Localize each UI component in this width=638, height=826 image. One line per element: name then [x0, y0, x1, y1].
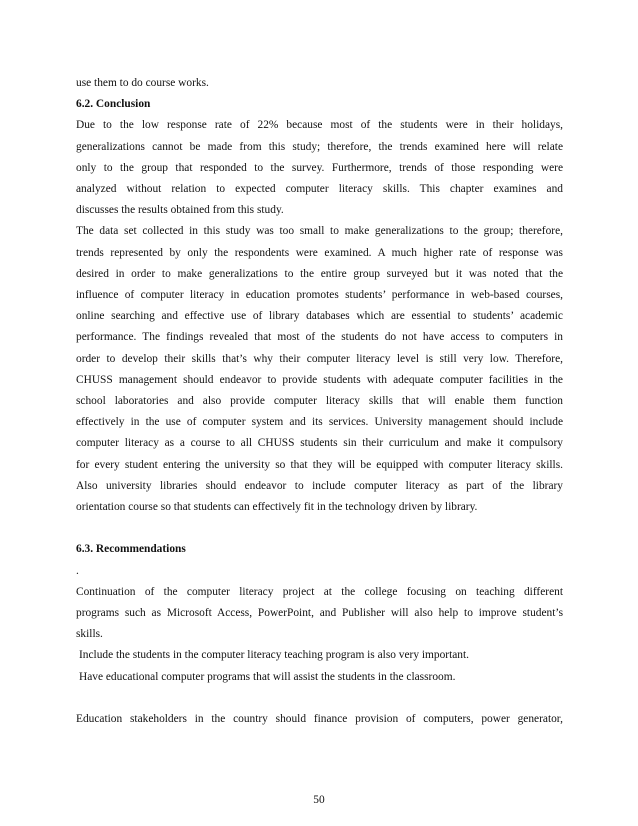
text-line: Have educational computer programs that will assist the students in the classroom. — [79, 670, 456, 683]
text-line: The data set collected in this study was too small to make generalizations to the group; therefore, — [76, 225, 563, 238]
text-line: only to the group that responded to the survey. Furthermore, trends of those responding were — [76, 161, 563, 174]
text-line: Also university libraries should endeavor to include computer literacy as part of the library — [76, 479, 563, 492]
text-line: order to develop their skills that’s why their computer literacy level is still very low. Therefore, — [76, 352, 563, 365]
text-line: use them to do course works. — [76, 77, 209, 89]
section-heading-recommendations: 6.3. Recommendations — [76, 543, 186, 556]
text-line: Due to the low response rate of 22% because most of the students were in their holidays, — [76, 119, 563, 132]
text-line: influence of computer literacy in education promotes students’ performance in web-based courses, — [76, 289, 563, 302]
text-line: Education stakeholders in the country should finance provision of computers, power generator, — [76, 713, 563, 726]
text-line: online searching and effective use of library databases which are essential to students’ academic — [76, 310, 563, 323]
text-line: Continuation of the computer literacy project at the college focusing on teaching different — [76, 585, 563, 598]
body-text — [76, 73, 563, 730]
paragraph-gap — [76, 688, 563, 709]
text-line: for every student entering the university so that they will be equipped with computer literacy skills. — [76, 458, 563, 471]
text-line: CHUSS management should endeavor to provide students with adequate computer facilities in the — [76, 373, 563, 386]
text-line: programs such as Microsoft Access, PowerPoint, and Publisher will also help to improve student’s — [76, 607, 563, 620]
text-line: . — [76, 564, 79, 577]
text-line: computer literacy as a course to all CHUSS students sin their curriculum and make it compulsory — [76, 437, 563, 450]
text-line: effectively in the use of computer system and its services. University management should include — [76, 416, 563, 429]
text-line: skills. — [76, 628, 103, 641]
text-line: school laboratories and also provide computer literacy skills that will enable them function — [76, 395, 563, 408]
text-line: performance. The findings revealed that most of the students do not have access to computers in — [76, 331, 563, 344]
text-line: desired in order to make generalizations to the entire group surveyed but it was noted that the — [76, 267, 563, 280]
text-line: trends represented by only the respondents were examined. A much higher rate of response was — [76, 246, 563, 259]
text-line: discusses the results obtained from this study. — [76, 204, 284, 217]
section-heading-conclusion: 6.2. Conclusion — [76, 98, 151, 111]
paragraph-gap — [76, 518, 563, 539]
page-number: 50 — [313, 794, 325, 806]
text-line: analyzed without relation to expected computer literacy skills. This chapter examines and — [76, 183, 563, 196]
text-line: generalizations cannot be made from this study; therefore, the trends examined here will relate — [76, 140, 563, 153]
text-line: orientation course so that students can effectively fit in the technology driven by library. — [76, 501, 478, 514]
text-line: Include the students in the computer literacy teaching program is also very important. — [79, 649, 470, 662]
